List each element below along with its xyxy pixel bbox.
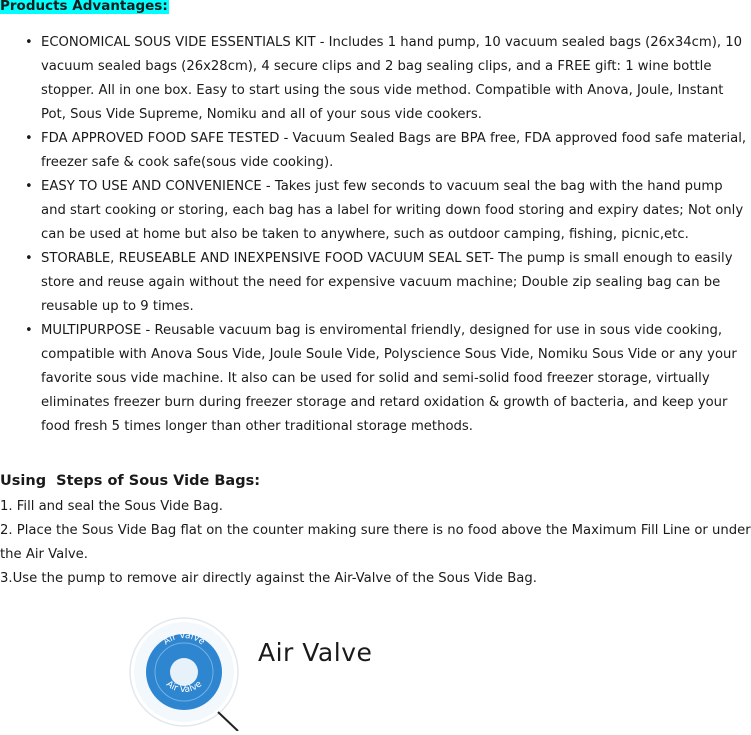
step-item-place-bag-flat: 2. Place the Sous Vide Bag flat on the counter making sure there is no food above the Maximum Fill Line or under the Air Valve. — [0, 523, 751, 562]
valve-label-top: Air Valve — [161, 630, 207, 648]
valve-label-bottom: Air Valve — [164, 679, 204, 696]
air-valve-caption: Air Valve — [258, 638, 373, 667]
step-item-use-pump: 3.Use the pump to remove air directly against the Air-Valve of the Sous Vide Bag. — [0, 571, 537, 586]
products-advantages-heading — [0, 0, 169, 15]
advantages-list — [41, 31, 749, 439]
advantage-item-easy-to-use: • EASY TO USE AND CONVENIENCE - Takes just few seconds to vacuum seal the bag with the hand pump and start cooking or storing, each bag has a label for writing down food storing and expiry dates; Not only can be used at home but also be taken to anywhere, such as outdoor camping, fishing, picnic,etc. — [41, 175, 749, 247]
advantage-item-economical: • ECONOMICAL SOUS VIDE ESSENTIALS KIT - Includes 1 hand pump, 10 vacuum sealed bags (26x34cm), 10 vacuum sealed bags (26x28cm), 4 secure clips and 2 bag sealing clips, and a FREE gift: 1 wine bottle stopper. All in one box. Easy to start using the sous vide method. Compatible with Anova, Joule, Instant Pot, Sous Vide Supreme, Nomiku and all of your sous vide cookers. — [41, 31, 749, 127]
using-steps-heading: Using Steps of Sous Vide Bags: — [0, 473, 261, 489]
air-valve-figure — [120, 600, 420, 731]
valve-center — [170, 658, 198, 686]
advantage-item-multipurpose: • MULTIPURPOSE - Reusable vacuum bag is enviromental friendly, designed for use in sous vide cooking, compatible with Anova Sous Vide, Joule Soule Vide, Polyscience Sous Vide, Nomiku Sous Vide or any your favorite sous vide machine. It also can be used for solid and semi-solid food freezer storage, virtually eliminates freezer burn during freezer storage and retard oxidation & growth of bacteria, and keep your food fresh 5 times longer than other traditional storage methods. — [41, 319, 749, 439]
valve-pointer-line — [218, 712, 238, 731]
products-advantages-heading-text: Products Advantages: — [0, 0, 168, 14]
advantage-item-storable: • STORABLE, REUSEABLE AND INEXPENSIVE FOOD VACUUM SEAL SET- The pump is small enough to easily store and reuse again without the need for expensive vacuum machine; Double zip sealing bag can be reusable up to 9 times. — [41, 247, 749, 319]
advantage-item-fda-approved: • FDA APPROVED FOOD SAFE TESTED - Vacuum Sealed Bags are BPA free, FDA approved food safe material, freezer safe & cook safe(sous vide cooking). — [41, 127, 749, 175]
steps-list — [0, 495, 751, 591]
step-item-fill-and-seal: 1. Fill and seal the Sous Vide Bag. — [0, 499, 223, 514]
